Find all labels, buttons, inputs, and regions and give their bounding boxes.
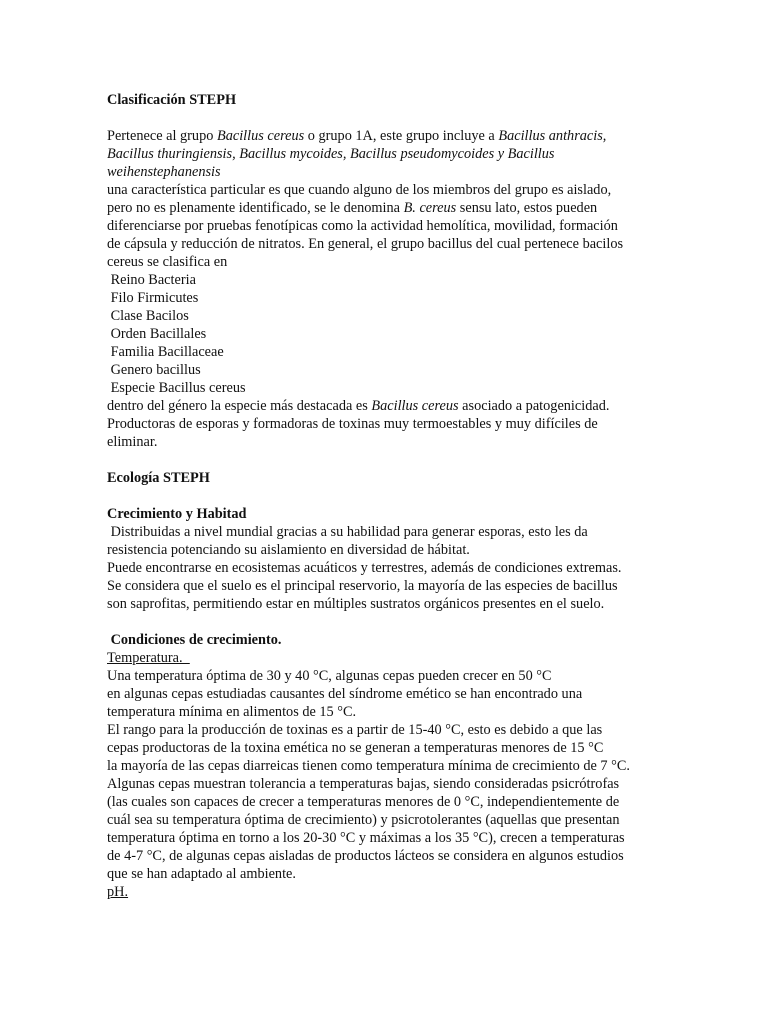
taxonomy-item: Reino Bacteria	[107, 272, 196, 288]
text-run: pero no es plenamente identificado, se le denomina	[107, 200, 404, 216]
paragraph-line: eliminar.	[107, 434, 158, 450]
paragraph-line: resistencia potenciando su aislamiento en diversidad de hábitat.	[107, 542, 470, 558]
paragraph-line: Productoras de esporas y formadoras de toxinas muy termoestables y muy difíciles de	[107, 416, 598, 432]
subsection-title-crecimiento: Crecimiento y Habitad	[107, 506, 247, 522]
species-name: weihenstephanensis	[107, 164, 221, 180]
document-page	[107, 91, 667, 901]
species-name: Bacillus cereus	[371, 398, 459, 414]
paragraph-line	[107, 127, 667, 145]
section-title-condiciones: Condiciones de crecimiento.	[107, 632, 282, 648]
paragraph-line	[107, 397, 667, 415]
taxonomy-item: Orden Bacillales	[107, 326, 207, 342]
section-title-clasificacion: Clasificación STEPH	[107, 92, 237, 108]
paragraph-line: son saprofitas, permitiendo estar en múltiples sustratos orgánicos presentes en el suelo.	[107, 596, 605, 612]
paragraph-line: de cápsula y reducción de nitratos. En general, el grupo bacillus del cual pertenece bacilos	[107, 236, 624, 252]
paragraph-line: en algunas cepas estudiadas causantes del síndrome emético se han encontrado una	[107, 686, 583, 702]
species-name: Bacillus cereus	[216, 128, 305, 144]
taxonomy-item: Filo Firmicutes	[107, 290, 199, 306]
taxonomy-item: Familia Bacillaceae	[107, 344, 224, 360]
paragraph-line	[107, 163, 667, 181]
spacer	[107, 109, 667, 127]
subheading-temperatura: Temperatura.	[107, 650, 190, 666]
taxonomy-item: Clase Bacilos	[107, 308, 189, 324]
taxonomy-item: Genero bacillus	[107, 362, 201, 378]
paragraph-line: una característica particular es que cuando alguno de los miembros del grupo es aislado,	[107, 182, 612, 198]
paragraph-line: Se considera que el suelo es el principal reservorio, la mayoría de las especies de bacillus	[107, 578, 618, 594]
species-name: B. cereus	[403, 200, 457, 216]
paragraph-line	[107, 199, 667, 217]
text-run: Pertenece al grupo	[107, 128, 217, 144]
species-list: Bacillus thuringiensis, Bacillus mycoides, Bacillus pseudomycoides y Bacillus	[107, 146, 555, 162]
paragraph-line: la mayoría de las cepas diarreicas tienen como temperatura mínima de crecimiento de 7 °C.	[107, 758, 630, 774]
subheading-ph: pH.	[107, 884, 129, 900]
paragraph-line: cereus se clasifica en	[107, 254, 228, 270]
paragraph-line: cepas productoras de la toxina emética no se generan a temperaturas menores de 15 °C	[107, 740, 604, 756]
paragraph-line: Puede encontrarse en ecosistemas acuáticos y terrestres, además de condiciones extremas.	[107, 560, 622, 576]
paragraph-line: Algunas cepas muestran tolerancia a temperaturas bajas, siendo consideradas psicrótrofas	[107, 776, 620, 792]
spacer	[107, 613, 667, 631]
paragraph-line	[107, 145, 667, 163]
spacer	[107, 451, 667, 469]
text-run: sensu lato, estos pueden	[456, 200, 598, 216]
paragraph-line: diferenciarse por pruebas fenotípicas como la actividad hemolítica, movilidad, formación	[107, 218, 618, 234]
species-name: Bacillus anthracis,	[498, 128, 607, 144]
paragraph-line: Una temperatura óptima de 30 y 40 °C, algunas cepas pueden crecer en 50 °C	[107, 668, 552, 684]
section-title-ecologia: Ecología STEPH	[107, 470, 210, 486]
text-run: asociado a patogenicidad.	[458, 398, 610, 414]
paragraph-line: que se han adaptado al ambiente.	[107, 866, 296, 882]
paragraph-line: temperatura óptima en torno a los 20-30 °C y máximas a los 35 °C), crecen a temperaturas	[107, 830, 625, 846]
paragraph-line: (las cuales son capaces de crecer a temperaturas menores de 0 °C, independientemente de	[107, 794, 620, 810]
paragraph-line: cuál sea su temperatura óptima de crecimiento) y psicrotolerantes (aquellas que presentan	[107, 812, 620, 828]
text-run: o grupo 1A, este grupo incluye a	[304, 128, 499, 144]
paragraph-line: El rango para la producción de toxinas es a partir de 15-40 °C, esto es debido a que las	[107, 722, 603, 738]
paragraph-line: de 4-7 °C, de algunas cepas aisladas de productos lácteos se considera en algunos estudios	[107, 848, 624, 864]
text-run: dentro del género la especie más destacada es	[107, 398, 372, 414]
paragraph-line: temperatura mínima en alimentos de 15 °C.	[107, 704, 357, 720]
taxonomy-item: Especie Bacillus cereus	[107, 380, 246, 396]
paragraph-line: Distribuidas a nivel mundial gracias a su habilidad para generar esporas, esto les da	[107, 524, 588, 540]
spacer	[107, 487, 667, 505]
